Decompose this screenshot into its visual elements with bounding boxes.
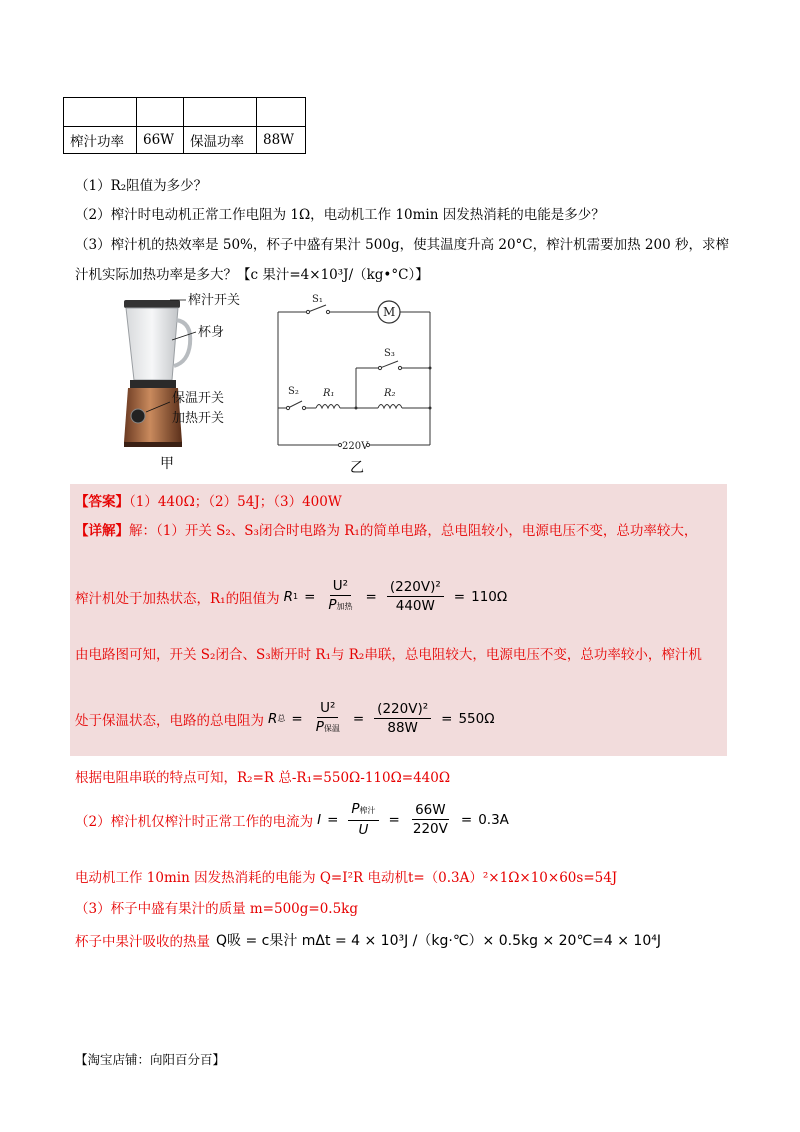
- table-cell: 66W: [137, 127, 184, 154]
- table-row: [64, 98, 306, 127]
- question-3-line1: （3）榨汁机的热效率是 50%，杯子中盛有果汁 500g，使其温度升高 20°C，榨汁机需要加热 200 秒，求榨: [75, 237, 729, 253]
- fraction: [348, 800, 378, 839]
- frac-den: 440W: [395, 598, 435, 614]
- formula-result: 550Ω: [458, 710, 495, 727]
- frac-den: [356, 821, 372, 839]
- question-3-line2: 汁机实际加热功率是多大？【c 果汁=4×10³J/（kg•°C）】: [75, 267, 429, 283]
- detail-label: 【详解】: [75, 523, 129, 539]
- formula-lhs-sub: 总: [277, 714, 286, 723]
- frac-num: (220V)²: [387, 578, 444, 597]
- detail-line7: 电动机工作 10min 因发热消耗的电能为 Q=I²R 电动机t=（0.3A）²×1Ω×10×60s=54J: [75, 870, 618, 886]
- label-heat: 加热开关: [172, 411, 225, 426]
- frac-den-var: P: [328, 597, 337, 613]
- label-juice-switch: 榨汁开关: [188, 293, 241, 308]
- table-row: [64, 127, 306, 154]
- detail-line1: [75, 519, 697, 539]
- frac-num: U²: [317, 699, 338, 718]
- s2-label: S₂: [288, 386, 299, 397]
- detail-line3: 由电路图可知，开关 S₂闭合、S₃断开时 R₁与 R₂串联，总电阻较大，电源电压不变，总功率较小，榨汁机: [75, 647, 702, 663]
- detail-line5: 根据电阻串联的特点可知，R₂=R 总-R₁=550Ω-110Ω=440Ω: [75, 770, 451, 786]
- frac-num: 66W: [412, 801, 449, 820]
- formula-lhs: R: [283, 588, 293, 605]
- frac-num-var: P: [351, 801, 360, 817]
- frac-num: U²: [330, 577, 351, 596]
- detail-text-2: 榨汁机处于加热状态，R₁的阻值为: [75, 590, 280, 607]
- detail-line6: [75, 800, 509, 839]
- label-keep-warm: 保温开关: [172, 391, 225, 406]
- question-1: （1）R₂阻值为多少？: [75, 178, 208, 194]
- table-cell: 88W: [257, 127, 306, 154]
- formula-r1: R 1 = $\frac{\text{U²}}{\text{P加热}}$ = $\frac{\text{(220V)²}}{440W}$ = 110Ω: [283, 578, 508, 614]
- juicer-photo: [110, 292, 270, 472]
- circuit-diagram: [268, 290, 438, 480]
- fraction: [374, 700, 431, 737]
- detail-text-1: 解：（1）开关 S₂、S₃闭合时电路为 R₁的简单电路，总电阻较小，电源电压不变，总功率较大，: [129, 523, 698, 539]
- motor-label: M: [383, 305, 396, 319]
- answer-text: （1）440Ω；（2）54J；（3）400W: [129, 494, 342, 510]
- detail-line9: [75, 930, 661, 950]
- frac-num-sub: 榨汁: [359, 806, 376, 815]
- frac-den: [325, 596, 355, 616]
- frac-den-sub: 加热: [336, 602, 353, 611]
- frac-den: 88W: [387, 720, 418, 736]
- answer-label: 【答案】: [75, 494, 129, 510]
- frac-den: 220V: [412, 821, 448, 837]
- s1-label: S₁: [312, 294, 323, 305]
- detail-text-4: 处于保温状态，电路的总电阻为: [75, 712, 264, 729]
- frac-den-var: U: [358, 822, 369, 838]
- s3-label: S₃: [384, 348, 395, 359]
- fraction: [313, 699, 343, 738]
- formula-lhs: R: [268, 710, 278, 727]
- table-cell: 保温功率: [184, 127, 257, 154]
- table-cell: 榨汁功率: [64, 127, 137, 154]
- detail-line4: [75, 699, 495, 738]
- frac-den-sub: 保温: [323, 724, 340, 733]
- frac-num: (220V)²: [374, 700, 431, 719]
- fraction: [325, 577, 355, 616]
- detail-text-9: 杯子中果汁吸收的热量: [75, 934, 210, 950]
- caption-jia: 甲: [160, 456, 174, 472]
- frac-den: [313, 718, 343, 738]
- detail-text-6: （2）榨汁机仅榨汁时正常工作的电流为: [75, 813, 314, 830]
- spec-table: [63, 97, 306, 154]
- formula-heat: Q吸 = c果汁 mΔt = 4 × 10³J /（kg·℃）× 0.5kg × 20℃=4 × 10⁴J: [216, 933, 661, 949]
- source-label: 220V: [342, 441, 369, 452]
- formula-current: I = $\frac{\text{P榨汁}}{U}$ = $\frac{66W}{220V}$ = 0.3A: [317, 801, 509, 838]
- answer-line: [75, 490, 342, 510]
- formula-lhs-sub: 1: [292, 592, 299, 601]
- frac-den-var: P: [315, 719, 324, 735]
- formula-result: 110Ω: [471, 588, 508, 605]
- detail-line8: （3）杯子中盛有果汁的质量 m=500g=0.5kg: [75, 901, 359, 917]
- formula-r-total: R 总 = $\frac{\text{U²}}{\text{P保温}}$ = $\frac{\text{(220V)²}}{88W}$ = 550Ω: [268, 700, 495, 736]
- r1-label: R₁: [323, 388, 335, 399]
- label-cup: 杯身: [198, 325, 225, 340]
- question-2: （2）榨汁时电动机正常工作电阻为 1Ω，电动机工作 10min 因发热消耗的电能是多少？: [75, 207, 605, 223]
- caption-yi: 乙: [350, 460, 364, 476]
- footer-shop: 【淘宝店铺：向阳百分百】: [75, 1052, 226, 1067]
- fraction: [410, 801, 451, 838]
- frac-num: [348, 800, 378, 821]
- fraction: [387, 578, 444, 615]
- r2-label: R₂: [384, 388, 396, 399]
- detail-line2: [75, 577, 507, 616]
- formula-lhs: I: [317, 811, 322, 828]
- formula-result: 0.3A: [478, 811, 509, 828]
